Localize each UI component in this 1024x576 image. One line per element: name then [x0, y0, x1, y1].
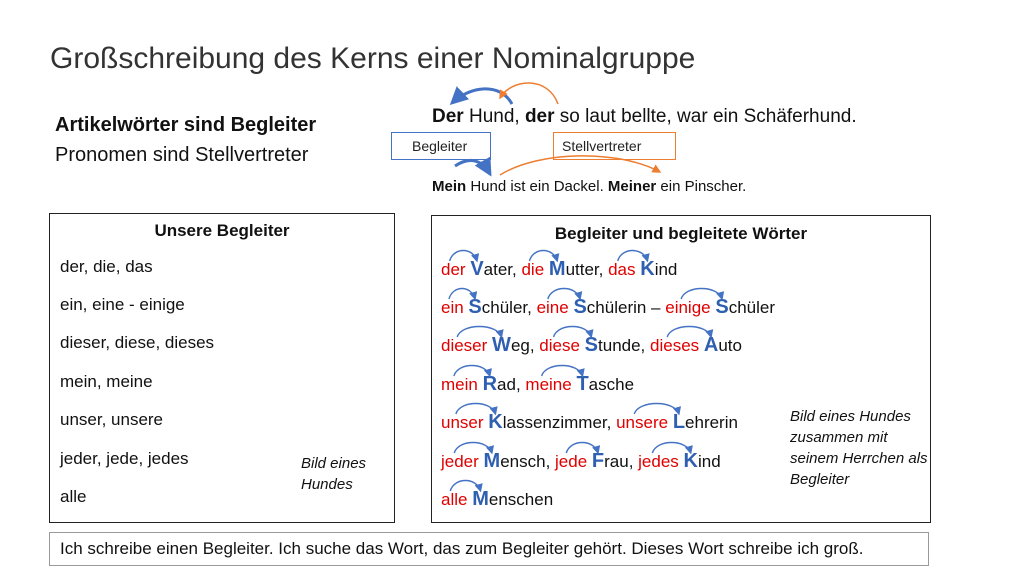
- begleiter-list-item: ein, eine - einige: [60, 295, 185, 314]
- noun-rest: utter,: [565, 260, 609, 279]
- noun-rest: ind: [697, 452, 721, 471]
- stellvertreter-label: Stellvertreter: [553, 132, 676, 160]
- example2-word1: Mein: [432, 178, 467, 195]
- example2-text1: Hund ist ein Dackel.: [466, 178, 608, 195]
- example1-word1: Der: [432, 106, 464, 127]
- noun-rest: tunde,: [598, 336, 651, 355]
- begleiter-list-title: Unsere Begleiter: [154, 221, 290, 240]
- noun-rest: uto: [718, 336, 742, 355]
- example2-word2: Meiner: [607, 178, 657, 195]
- begleiter-example-row: [441, 488, 553, 511]
- article-word: meine: [525, 375, 572, 394]
- capital-letter: S: [573, 296, 587, 318]
- example-sentence-1: [432, 106, 857, 128]
- capital-letter: M: [472, 488, 489, 510]
- capital-letter: V: [470, 258, 484, 280]
- noun-rest: ehrerin: [685, 413, 738, 432]
- example1-word2: der: [524, 106, 555, 127]
- noun-rest: asche: [588, 375, 635, 394]
- noun-rest: chüler,: [481, 298, 537, 317]
- capital-letter: M: [548, 258, 566, 280]
- noun-rest: ensch,: [500, 452, 556, 471]
- article-word: jeder: [441, 452, 479, 471]
- article-word: alle: [441, 490, 468, 509]
- begleiter-example-row: [441, 411, 738, 434]
- noun-rest: eg,: [510, 336, 540, 355]
- begleiter-list-item: unser, unsere: [60, 410, 164, 429]
- artikel-heading: Artikelwörter sind Begleiter: [55, 114, 317, 136]
- begleiter-example-row: [441, 450, 721, 473]
- article-word: das: [608, 260, 636, 279]
- begleiter-example-row: [441, 334, 742, 357]
- footer-instruction: Ich schreibe einen Begleiter. Ich suche das Wort, das zum Begleiter gehört. Dieses Wort schreibe ich groß.: [49, 532, 929, 566]
- slide-title: Großschreibung des Kerns einer Nominalgruppe: [50, 42, 696, 75]
- article-word: die: [521, 260, 545, 279]
- example2-text2: ein Pinscher.: [656, 178, 747, 195]
- capital-letter: S: [715, 296, 729, 318]
- capital-letter: S: [468, 296, 482, 318]
- article-word: der: [441, 260, 466, 279]
- capital-letter: A: [703, 334, 719, 356]
- image-placeholder-note-right: Bild eines Hundes zusammen mit seinem Herrchen als Begleiter: [790, 408, 928, 488]
- noun-rest: ad,: [497, 375, 526, 394]
- example1-text2: so laut bellte, war ein Schäferhund.: [554, 106, 857, 127]
- article-word: eine: [536, 298, 569, 317]
- article-word: dieses: [650, 336, 700, 355]
- noun-rest: chülerin –: [586, 298, 666, 317]
- article-word: jede: [555, 452, 588, 471]
- capital-letter: M: [483, 450, 501, 472]
- article-word: unser: [441, 413, 484, 432]
- begleiter-example-row: [441, 296, 775, 319]
- begleiter-list-item: alle: [60, 487, 87, 506]
- article-word: einige: [665, 298, 711, 317]
- capital-letter: R: [482, 373, 498, 395]
- image-placeholder-note-left: Bild eines Hundes: [301, 455, 367, 493]
- capital-letter: W: [492, 334, 511, 356]
- arrow-begleiter-bottom: [455, 160, 490, 174]
- article-word: dieser: [441, 336, 488, 355]
- noun-rest: rau,: [604, 452, 639, 471]
- capital-letter: K: [488, 411, 503, 433]
- article-word: mein: [441, 375, 478, 394]
- article-word: ein: [441, 298, 464, 317]
- capital-letter: K: [640, 258, 655, 280]
- begleiter-list-item: der, die, das: [60, 257, 153, 276]
- article-word: unsere: [616, 413, 669, 432]
- begleiter-list-item: dieser, diese, dieses: [60, 333, 215, 352]
- noun-rest: ater,: [483, 260, 522, 279]
- noun-rest: chüler: [728, 298, 775, 317]
- noun-rest: enschen: [488, 490, 554, 509]
- begleiter-list-item: mein, meine: [60, 372, 153, 391]
- capital-letter: S: [584, 334, 599, 356]
- capital-letter: L: [672, 411, 686, 433]
- article-word: diese: [539, 336, 580, 355]
- example1-text1: Hund,: [463, 106, 525, 127]
- capital-letter: K: [683, 450, 698, 472]
- arrow-begleiter-top: [452, 89, 512, 104]
- begleiter-label: Begleiter: [391, 132, 491, 160]
- capital-letter: T: [576, 373, 589, 395]
- noun-rest: lassenzimmer,: [502, 413, 617, 432]
- begleiter-example-row: [441, 373, 634, 396]
- begleiter-list-item: jeder, jede, jedes: [60, 449, 189, 468]
- arrow-stellvertreter-top: [500, 83, 558, 104]
- pronomen-heading: Pronomen sind Stellvertreter: [55, 144, 309, 166]
- begleiter-example-row: [441, 258, 677, 281]
- begleitete-woerter-title: Begleiter und begleitete Wörter: [554, 224, 808, 243]
- capital-letter: F: [591, 450, 605, 472]
- example-sentence-2: [432, 178, 746, 195]
- noun-rest: ind: [654, 260, 678, 279]
- article-word: jedes: [638, 452, 679, 471]
